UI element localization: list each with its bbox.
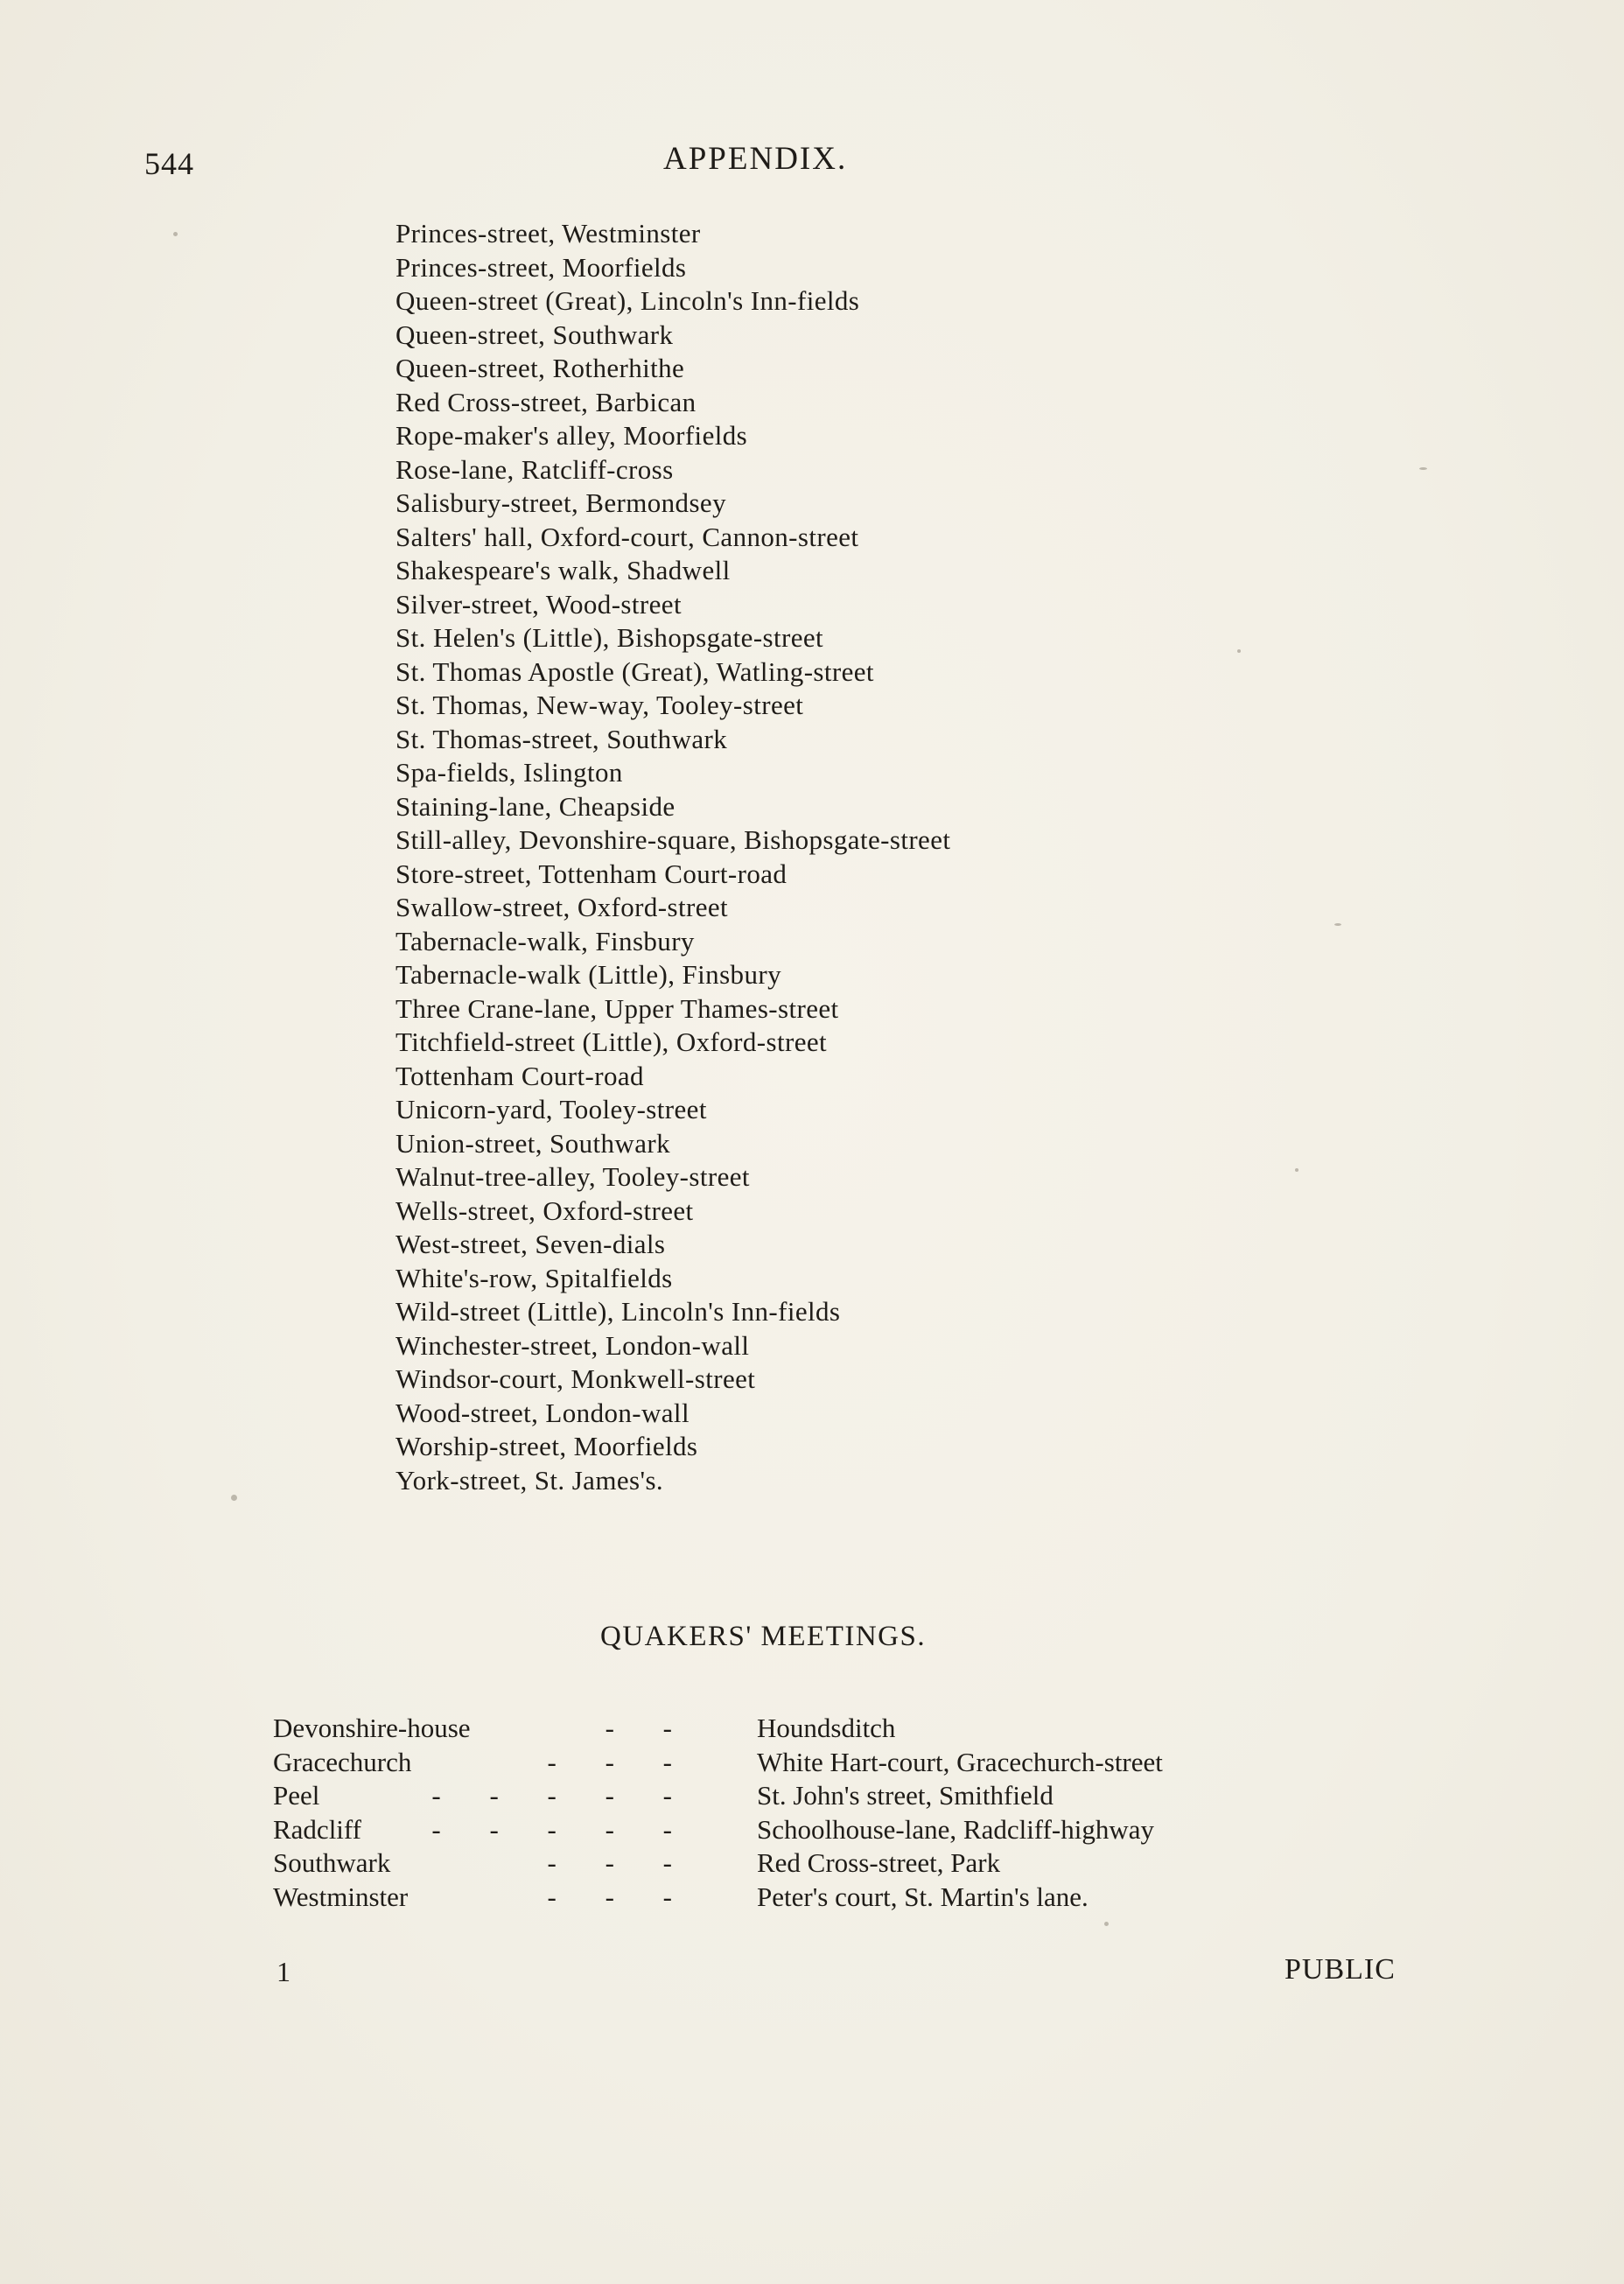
- meeting-name: Gracechurch: [273, 1746, 412, 1777]
- page-number: 544: [144, 146, 194, 181]
- list-item: Salisbury-street, Bermondsey: [396, 487, 726, 518]
- list-item: Tabernacle-walk (Little), Finsbury: [396, 959, 781, 990]
- list-item: St. Helen's (Little), Bishopsgate-street: [396, 622, 824, 653]
- table-row: [273, 1813, 1410, 1847]
- meeting-location: Peter's court, St. Martin's lane.: [757, 1881, 1088, 1912]
- list-item: Titchfield-street (Little), Oxford-street: [396, 1026, 828, 1057]
- list-item: Rose-lane, Ratcliff-cross: [396, 453, 674, 485]
- meeting-name: Westminster: [273, 1881, 409, 1912]
- table-row: [273, 1881, 1410, 1915]
- list-item: Shakespeare's walk, Shadwell: [396, 555, 731, 585]
- table-row: [273, 1779, 1410, 1813]
- paper-speck: [173, 232, 178, 236]
- list-item: Red Cross-street, Barbican: [396, 386, 696, 417]
- list-item: Queen-street (Great), Lincoln's Inn-fields: [396, 285, 860, 316]
- table-row: [273, 1712, 1410, 1746]
- section-title: QUAKERS' MEETINGS.: [600, 1621, 927, 1652]
- dot-leaders: - - -: [547, 1881, 693, 1912]
- table-row: [273, 1746, 1410, 1780]
- paper-speck: [1237, 649, 1241, 653]
- list-item: St. Thomas, New-way, Tooley-street: [396, 690, 804, 720]
- list-item: Princes-street, Moorfields: [396, 251, 687, 283]
- list-item: Tottenham Court-road: [396, 1060, 644, 1091]
- list-item: Winchester-street, London-wall: [396, 1329, 750, 1361]
- meeting-name: Radcliff: [273, 1813, 362, 1845]
- meeting-name: Devonshire-house: [273, 1713, 471, 1743]
- list-item: Still-alley, Devonshire-square, Bishopsgate-street: [396, 824, 951, 855]
- list-item: Rope-maker's alley, Moorfields: [396, 420, 748, 451]
- catchword: PUBLIC: [1284, 1953, 1396, 1986]
- list-item: Tabernacle-walk, Finsbury: [396, 925, 695, 956]
- list-item: Walnut-tree-alley, Tooley-street: [396, 1161, 750, 1192]
- paper-speck: [231, 1495, 237, 1501]
- list-item: West-street, Seven-dials: [396, 1229, 666, 1259]
- meeting-location: Schoolhouse-lane, Radcliff-highway: [757, 1813, 1154, 1845]
- list-item: Swallow-street, Oxford-street: [396, 892, 729, 922]
- dot-leaders: - - - - -: [431, 1780, 693, 1811]
- list-item: Unicorn-yard, Tooley-street: [396, 1094, 707, 1124]
- list-item: Worship-street, Moorfields: [396, 1431, 698, 1461]
- dot-leaders: - - - - -: [431, 1813, 693, 1845]
- meeting-location: Red Cross-street, Park: [757, 1847, 1001, 1878]
- signature-mark: 1: [276, 1956, 290, 1987]
- paper-speck: [1334, 923, 1341, 926]
- list-item: York-street, St. James's.: [396, 1464, 664, 1496]
- list-item: Staining-lane, Cheapside: [396, 790, 676, 822]
- list-item: Windsor-court, Monkwell-street: [396, 1363, 756, 1394]
- list-item: Queen-street, Rotherhithe: [396, 353, 685, 383]
- dot-leaders: - - -: [547, 1746, 693, 1777]
- dot-leaders: - -: [605, 1713, 693, 1743]
- meeting-location: Houndsditch: [757, 1713, 896, 1743]
- paper-speck: [1419, 467, 1427, 470]
- street-list: [396, 217, 1270, 1497]
- list-item: Store-street, Tottenham Court-road: [396, 858, 788, 889]
- list-item: St. Thomas Apostle (Great), Watling-street: [396, 655, 874, 687]
- list-item: White's-row, Spitalfields: [396, 1262, 673, 1293]
- list-item: St. Thomas-street, Southwark: [396, 723, 728, 754]
- table-row: [273, 1846, 1410, 1881]
- meeting-location: St. John's street, Smithfield: [757, 1780, 1054, 1811]
- list-item: Princes-street, Westminster: [396, 218, 701, 249]
- dot-leaders: - - -: [547, 1847, 693, 1878]
- paper-speck: [1295, 1168, 1298, 1172]
- meeting-name: Peel: [273, 1780, 320, 1811]
- paper-speck: [1104, 1922, 1109, 1926]
- list-item: Queen-street, Southwark: [396, 319, 674, 350]
- list-item: Salters' hall, Oxford-court, Cannon-street: [396, 521, 859, 552]
- list-item: Union-street, Southwark: [396, 1127, 670, 1159]
- running-head: APPENDIX.: [663, 141, 848, 177]
- list-item: Silver-street, Wood-street: [396, 588, 682, 620]
- list-item: Wild-street (Little), Lincoln's Inn-fields: [396, 1296, 841, 1327]
- meeting-location: White Hart-court, Gracechurch-street: [757, 1746, 1163, 1777]
- list-item: Three Crane-lane, Upper Thames-street: [396, 992, 839, 1024]
- meetings-table: [273, 1712, 1410, 1914]
- list-item: Wells-street, Oxford-street: [396, 1195, 694, 1226]
- list-item: Spa-fields, Islington: [396, 757, 623, 788]
- meeting-name: Southwark: [273, 1847, 391, 1878]
- list-item: Wood-street, London-wall: [396, 1397, 690, 1428]
